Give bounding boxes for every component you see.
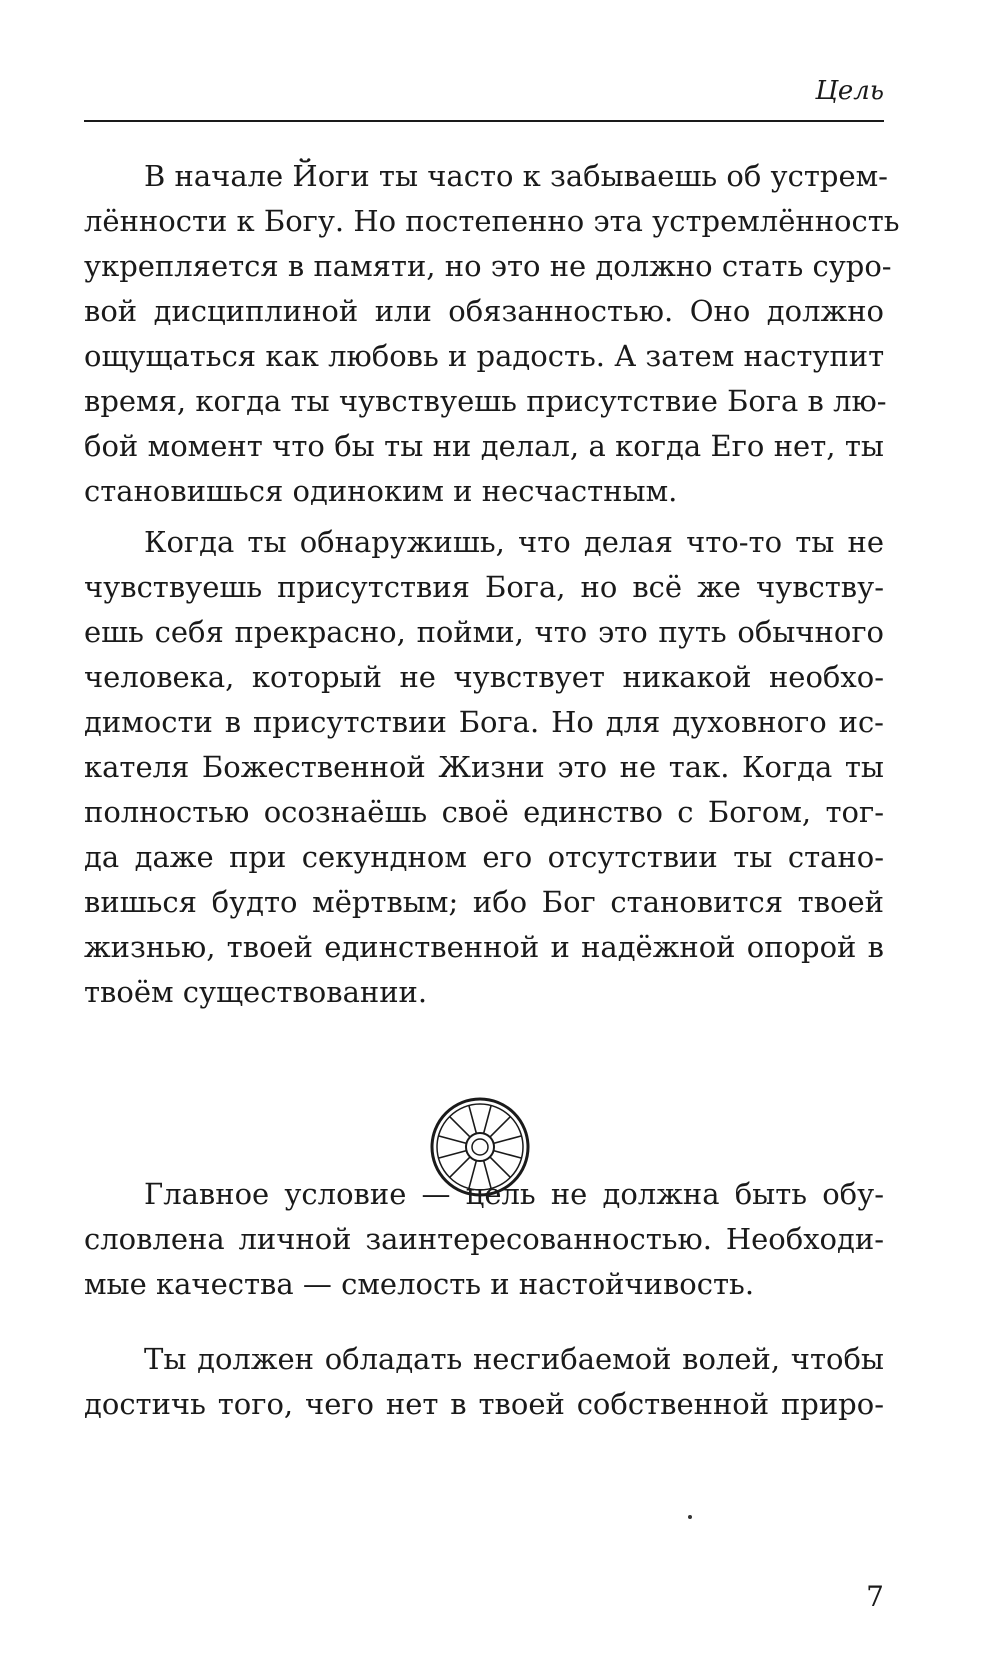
text-line: лённости к Богу. Но постепенно эта устремлённость — [84, 204, 900, 238]
wheel-spoke — [494, 1151, 522, 1159]
print-speck — [688, 1515, 692, 1519]
running-header: Цель — [815, 76, 884, 106]
paragraph-3 — [84, 1172, 884, 1307]
paragraph-1 — [84, 154, 900, 514]
text-line: укрепляется в памяти, но это не должно стать суро- — [84, 249, 892, 283]
text-line: Ты должен обладать несгибаемой волей, чтобы — [144, 1342, 884, 1376]
header-rule — [84, 120, 884, 122]
text-line: словлена личной заинтересованностью. Необходи- — [84, 1222, 884, 1256]
text-line: ешь себя прекрасно, пойми, что это путь обычного — [84, 615, 884, 649]
wheel-spoke — [469, 1105, 477, 1133]
text-line: твоём существовании. — [84, 975, 428, 1009]
text-line: Главное условие — цель не должна быть обу- — [144, 1177, 884, 1211]
wheel-spoke — [450, 1117, 471, 1138]
text-line: бой момент что бы ты ни делал, а когда Его нет, ты — [84, 429, 884, 463]
text-line: время, когда ты чувствуешь присутствие Бога в лю- — [84, 384, 887, 418]
text-line: да даже при секундном его отсутствии ты стано- — [84, 840, 884, 874]
text-line: становишься одиноким и несчастным. — [84, 474, 678, 508]
text-line: достичь того, чего нет в твоей собственной приро- — [84, 1387, 884, 1421]
wheel-spoke — [484, 1105, 492, 1133]
text-line: вишься будто мёртвым; ибо Бог становится твоей — [84, 885, 884, 919]
text-line: димости в присутствии Бога. Но для духовного ис- — [84, 705, 884, 739]
paragraph-4 — [84, 1337, 884, 1427]
wheel-spoke — [490, 1117, 511, 1138]
text-line: полностью осознаёшь своё единство с Богом, тог- — [84, 795, 884, 829]
page-number: 7 — [866, 1580, 884, 1613]
wheel-spoke — [438, 1136, 466, 1144]
wheel-spoke — [494, 1136, 522, 1144]
paragraph-2 — [84, 520, 884, 1015]
text-line: мые качества — смелость и настойчивость. — [84, 1267, 755, 1301]
text-line: кателя Божественной Жизни это не так. Когда ты — [84, 750, 884, 784]
text-line: В начале Йоги ты часто к забываешь об устрем- — [144, 159, 888, 193]
text-line: чувствуешь присутствия Бога, но всё же чувству- — [84, 570, 884, 604]
wheel-spoke — [438, 1151, 466, 1159]
text-line: жизнью, твоей единственной и надёжной опорой в — [84, 930, 884, 964]
text-line: человека, который не чувствует никакой необхо- — [84, 660, 884, 694]
text-line: ощущаться как любовь и радость. А затем наступит — [84, 339, 885, 373]
text-line: вой дисциплиной или обязанностью. Оно должно — [84, 294, 884, 328]
text-line: Когда ты обнаружишь, что делая что-то ты не — [144, 525, 884, 559]
